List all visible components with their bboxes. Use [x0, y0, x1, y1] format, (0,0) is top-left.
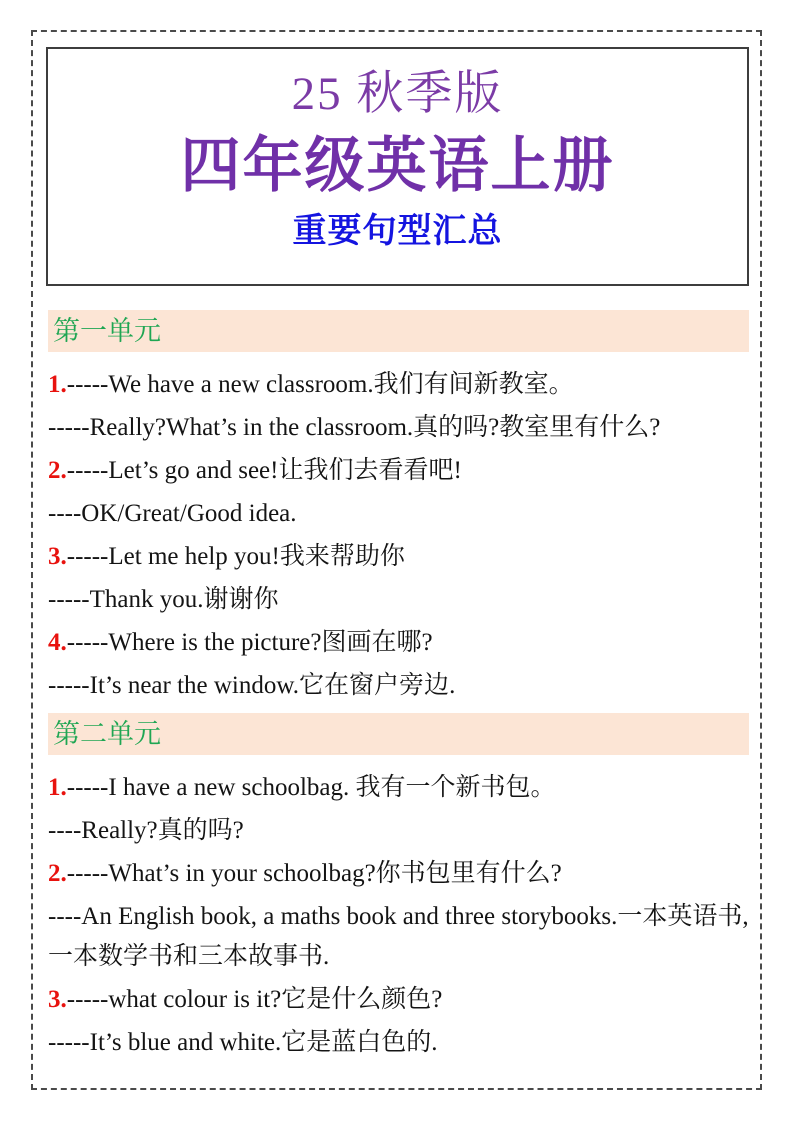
section-title: 第二单元 [48, 713, 749, 755]
sentence-line [48, 451, 749, 491]
section-unit-2 [48, 713, 749, 1063]
sentence-line [48, 666, 749, 706]
section-title: 第一单元 [48, 310, 749, 352]
sentence-line [48, 537, 749, 577]
line-text: ----An English book, a maths book and three storybooks.一本英语书,一本数学书和三本故事书. [48, 903, 749, 970]
sentence-line [48, 408, 749, 448]
page-title: 四年级英语上册 [180, 133, 615, 199]
line-text: -----What’s in your schoolbag?你书包里有什么? [66, 860, 562, 887]
line-number: 2. [48, 860, 67, 887]
sentence-line [48, 494, 749, 534]
sentence-line [48, 768, 749, 808]
line-text: -----Let me help you!我来帮助你 [66, 543, 405, 570]
line-number: 3. [48, 986, 67, 1013]
line-text: -----Thank you.谢谢你 [48, 586, 279, 613]
page-subtitle: 重要句型汇总 [292, 213, 503, 250]
line-number: 1. [48, 774, 67, 801]
document-content [48, 310, 749, 1066]
line-text: -----It’s blue and white.它是蓝白色的. [48, 1029, 438, 1056]
line-text: -----what colour is it?它是什么颜色? [66, 986, 443, 1013]
sentence-line [48, 623, 749, 663]
edition-label: 25 秋季版 [291, 68, 504, 120]
sentence-line [48, 811, 749, 851]
line-text: -----It’s near the window.它在窗户旁边. [48, 672, 456, 699]
line-number: 1. [48, 371, 67, 398]
line-text: -----We have a new classroom.我们有间新教室。 [66, 371, 574, 398]
section-unit-1 [48, 310, 749, 706]
sentence-line [48, 580, 749, 620]
sentence-line [48, 854, 749, 894]
line-number: 4. [48, 629, 67, 656]
line-number: 2. [48, 457, 67, 484]
sentence-line [48, 365, 749, 405]
title-box [46, 47, 749, 286]
line-text: -----Really?What’s in the classroom.真的吗?教室里有什么? [48, 414, 661, 441]
sentence-line [48, 1023, 749, 1063]
line-number: 3. [48, 543, 67, 570]
sentence-line [48, 980, 749, 1020]
line-text: -----Where is the picture?图画在哪? [66, 629, 433, 656]
sentence-line [48, 897, 749, 977]
line-text: ----Really?真的吗? [48, 817, 244, 844]
line-text: -----I have a new schoolbag. 我有一个新书包。 [66, 774, 556, 801]
line-text: ----OK/Great/Good idea. [48, 500, 297, 527]
line-text: -----Let’s go and see!让我们去看看吧! [66, 457, 462, 484]
